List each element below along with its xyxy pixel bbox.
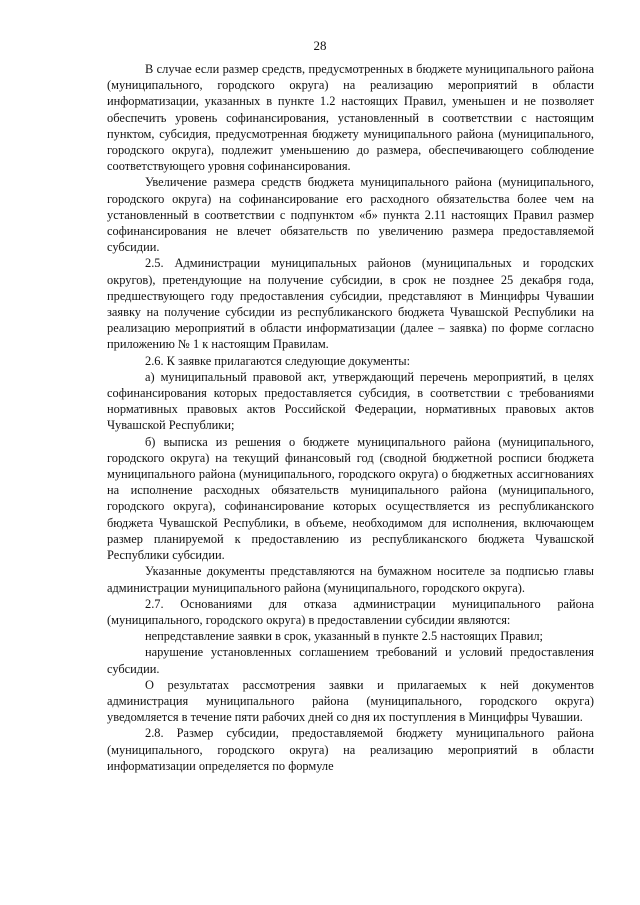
paragraph-2-7: 2.7. Основаниями для отказа администрации муниципального района (муниципального, городского округа) в предоставлении субсидии являются: — [107, 596, 594, 627]
paragraph-cofinancing-increase: Увеличение размера средств бюджета муниципального района (муниципального, городского округа) на софинансирование его расходного обязательства более чем на установленный в соответствии с подпунктом «б» пункта 2.11 настоящих Правил размер софинансирования не влечет обязательств по увеличению размера предоставляемой субсидии. — [107, 175, 594, 255]
paragraph-documents-submission: Указанные документы представляются на бумажном носителе за подписью главы администрации муниципального района (муниципального, городского округа). — [107, 564, 594, 595]
paragraph-2-5: 2.5. Администрации муниципальных районов (муниципальных и городских округов), претендующие на получение субсидии, в срок не позднее 25 декабря года, предшествующего году предоставления субсидии, представляют в Минцифры Чувашии заявку на получение субсидии из республиканского бюджета Чувашской Республики на реализацию мероприятий в области информатизации (далее – заявка) по форме согласно приложению № 1 к настоящим Правилам. — [107, 256, 594, 352]
paragraph-2-6-b: б) выписка из решения о бюджете муниципального района (муниципального, городского округа) на текущий финансовый год (сводной бюджетной росписи бюджета муниципального района (муниципального, городского округа) о бюджетных ассигнованиях на исполнение расходных обязательств муниципального района (муниципального, городского округа), софинансирование которых осуществляется из республиканского бюджета Чувашской Республики, в объеме, необходимом для исполнения, включающем размер планируемой к предоставлению из республиканского бюджета Чувашской Республики субсидии. — [107, 434, 594, 563]
document-body — [107, 61, 594, 774]
paragraph-refusal-reason-2: нарушение установленных соглашением требований и условий предоставления субсидии. — [107, 645, 594, 676]
paragraph-2-6-a: а) муниципальный правовой акт, утверждающий перечень мероприятий, в целях софинансирования которых предоставляется субсидия, в соответствии с требованиями нормативных правовых актов Российской Федерации, нормативных правовых актов Чувашской Республики; — [107, 369, 594, 433]
paragraph-review-results: О результатах рассмотрения заявки и прилагаемых к ней документов администрация муниципального района (муниципального, городского округа) уведомляется в течение пяти рабочих дней со дня их поступления в Минцифры Чувашии. — [107, 677, 594, 725]
paragraph-refusal-reason-1: непредставление заявки в срок, указанный в пункте 2.5 настоящих Правил; — [145, 629, 543, 644]
paragraph-2-6: 2.6. К заявке прилагаются следующие документы: — [145, 353, 411, 368]
page-number: 28 — [313, 38, 327, 53]
paragraph-2-8: 2.8. Размер субсидии, предоставляемой бюджету муниципального района (муниципального, городского округа) на реализацию мероприятий в области информатизации определяется по формуле — [107, 726, 594, 773]
paragraph-subsidy-reduction: В случае если размер средств, предусмотренных в бюджете муниципального района (муниципального, городского округа) на реализацию мероприятий в области информатизации, указанных в пункте 1.2 настоящих Правил, уменьшен и не позволяет обеспечить уровень софинансирования, установленный в соответствии с настоящим пунктом, субсидия, предусмотренная бюджету муниципального района (муниципального, городского округа), подлежит уменьшению до размера, обеспечивающего соблюдение соответствующего уровня софинансирования. — [107, 62, 594, 174]
